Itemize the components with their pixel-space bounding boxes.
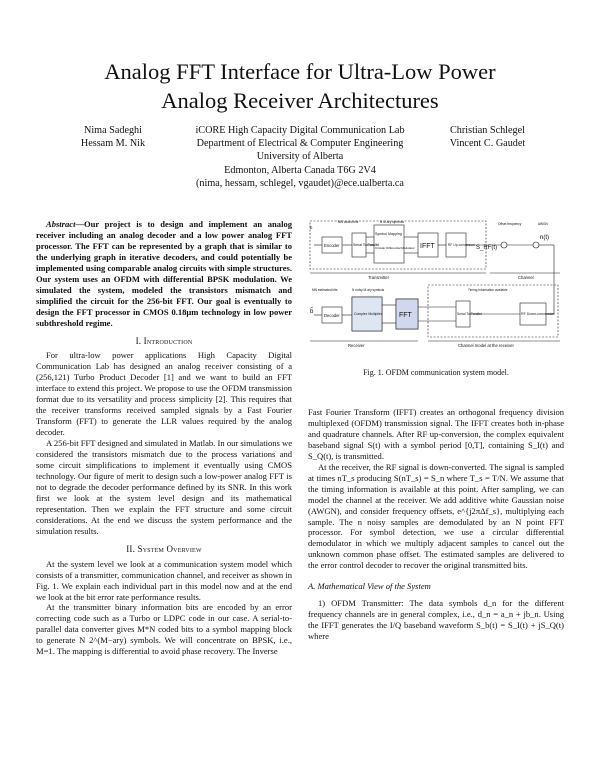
ofdm-system-diagram xyxy=(308,219,564,349)
label-symbol-mapping: Symbol Mapping xyxy=(375,232,402,236)
label-decoder: Decoder xyxy=(324,313,340,318)
label-encoder: Encoder xyxy=(324,243,340,248)
section-heading-overview: II. System Overview xyxy=(126,543,202,554)
label-awgn: AWGN xyxy=(538,222,548,226)
title-line-1: Analog FFT Interface for Ultra-Low Power xyxy=(104,59,496,84)
author-name: Christian Schlegel xyxy=(450,125,525,136)
author-name: Hessam M. Nik xyxy=(80,138,146,150)
paragraph: At the transmitter binary information bits are encoded by an error correcting code such as a Turbo or LDPC code in our case. A serial-to-parallel data converter gives M*N coded bits to a symbol mapping block to generate N 2^(M−ary) symbols. We will concentrate on BPSK, i.e., M=1. The mapping is differential to avoid phase recovery. The Inverse xyxy=(36,602,292,657)
label-n-noisy: N noisy M-ary symbols xyxy=(352,288,385,292)
label-offset: Offset frequency xyxy=(498,222,522,226)
paragraph: Fast Fourier Transform (IFFT) creates an orthogonal frequency division multiplexed (OFDM) transmission signal. The IFFT creates both in-phase and quadrature channels. After RF up-conversion, the complex equivalent baseband signal S(t) with a symbol period [0,T], containing S_I(t) and S_Q(t), is transmitted. xyxy=(308,407,564,461)
paragraph: At the system level we look at a communication system model which consists of a transmitter, communication channel, and receiver as shown in Fig. 1. We explain each individual part in this model now and at the end we look at the bit error rate performance results. xyxy=(36,558,292,602)
affiliation-block xyxy=(175,124,425,190)
author-block-left xyxy=(58,124,168,150)
affiliation-line: Edmonton, Alberta Canada T6G 2V4 xyxy=(224,164,376,176)
label-serial: Serial To Parallel xyxy=(457,312,482,316)
label-s-rf: S_RF(t) xyxy=(476,245,497,251)
subsection-heading: A. Mathematical View of the System xyxy=(308,581,431,592)
left-column xyxy=(36,219,292,657)
paragraph: A 256-bit FFT designed and simulated in Matlab. In our simulations we considered the transistors mismatch due to the process variations and some circuit simplifications to implement it eventually using CMOS technology. Our figure of merit to design such a low-power analog FFT is not to degrade the decoder performance defined by its SNR. In this work first we look at the system level design and its mathematical representation. Then we explain the FFT structure and some circuit considerations. At the end we discuss the system performance and the simulation results. xyxy=(36,438,292,536)
label-b-hat: b̂ xyxy=(310,309,314,315)
paper-title xyxy=(40,57,560,115)
label-rf-up: RF Up-conversion xyxy=(448,243,475,247)
label-b: b xyxy=(310,225,313,230)
abstract-label: Abstract xyxy=(46,219,76,229)
affiliation-line: University of Alberta xyxy=(256,151,344,163)
author-name: Vincent C. Gaudet xyxy=(449,138,526,150)
label-fft: FFT xyxy=(399,312,412,319)
author-name: Nima Sadeghi xyxy=(83,125,142,136)
label-timing: Timing information available xyxy=(468,288,508,292)
author-block-right xyxy=(420,124,555,150)
label-receiver: Receiver xyxy=(348,343,365,348)
section-heading-introduction: I. Introduction xyxy=(135,335,193,346)
label-ifft: IFFT xyxy=(420,243,435,250)
paragraph: At the receiver, the RF signal is down-converted. The signal is sampled at times nT_s producing S(nT_s) = S_n where T_s = T/N. We assume that the timing information is available at this point. After sampling, we can model the channel at the receiver. We add additive white Gaussian noise (AWGN), and consider frequency offsets, e^{j2πΔf_s}, multiplying each sample. The n noisy samples are demodulated by an N point FFT processor. For symbol detection, we use a circular differential demodulator in which we multiply adjacent samples to cancel out the unknown common phase offset. The estimated samples are delivered to the error control decoder to recover the original transmitted bits. xyxy=(308,461,564,571)
label-mn-est: MN estimated bits xyxy=(312,288,338,292)
label-channel: Channel xyxy=(518,275,534,280)
label-serial-to-parallel: Serial To Parallel xyxy=(353,243,380,247)
label-circular-diff: Circular Differential Modulator xyxy=(375,246,415,250)
figure-caption: Fig. 1. OFDM communication system model. xyxy=(363,368,509,377)
label-mn-info: MN coded bits xyxy=(338,220,359,224)
abstract xyxy=(36,219,292,329)
right-column xyxy=(308,407,564,642)
label-transmitter: Transmitter xyxy=(368,275,390,280)
affiliation-line: iCORE High Capacity Digital Communication Lab xyxy=(195,125,405,136)
label-n-mary: N M-ary symbols xyxy=(380,220,404,224)
paragraph: For ultra-low power applications High Capacity Digital Communication Lab has designed an analog receiver consisting of a (256,121) Turbo Product Decoder [1] and we want to build an FFT interface to extend this project. We propose to use the OFDM transmission format due to its versatility and process simplicity [2]. This requires that the receiver transforms received sampled signals by a Fast Fourier Transform (FFT) to generate the LLR values required by the analog decoder. xyxy=(36,350,292,438)
title-line-2: Analog Receiver Architectures xyxy=(161,88,439,113)
label-channel-model: Channel model at the receiver xyxy=(458,343,514,348)
label-complex-mult: Complex Multiplier xyxy=(354,312,382,316)
affiliation-line: Department of Electrical & Computer Engineering xyxy=(196,138,404,150)
label-noise: n(t) xyxy=(540,235,549,241)
label-rf-down: RF Down-conversion xyxy=(521,312,555,316)
abstract-text: —Our project is to design and implement an analog receiver including an analog decoder and a low power analog FFT processor. The FFT can be represented by a graph that is similar to the underlying graph in iterative decoders, and could potentially be implemented using comparable analog circuits with simple structures. Our system uses an OFDM with differential BPSK modulation. We simulated the system, modeled the transistors mismatch and simplified the circuit for the 256-bit FFT. Our goal is eventually to design the FFT processor in CMOS 0.18μm technology in low power subthreshold regime. xyxy=(36,219,292,328)
affiliation-email: (nima, hessam, schlegel, vgaudet)@ece.ualberta.ca xyxy=(196,177,404,189)
paragraph: 1) OFDM Transmitter: The data symbols d_n for the different frequency channels are in general complex, i.e., d_n = a_n + jb_n. Using the IFFT generates the I/Q baseband waveform S_b(t) = S_I(t) + jS_Q(t) where xyxy=(308,598,564,642)
